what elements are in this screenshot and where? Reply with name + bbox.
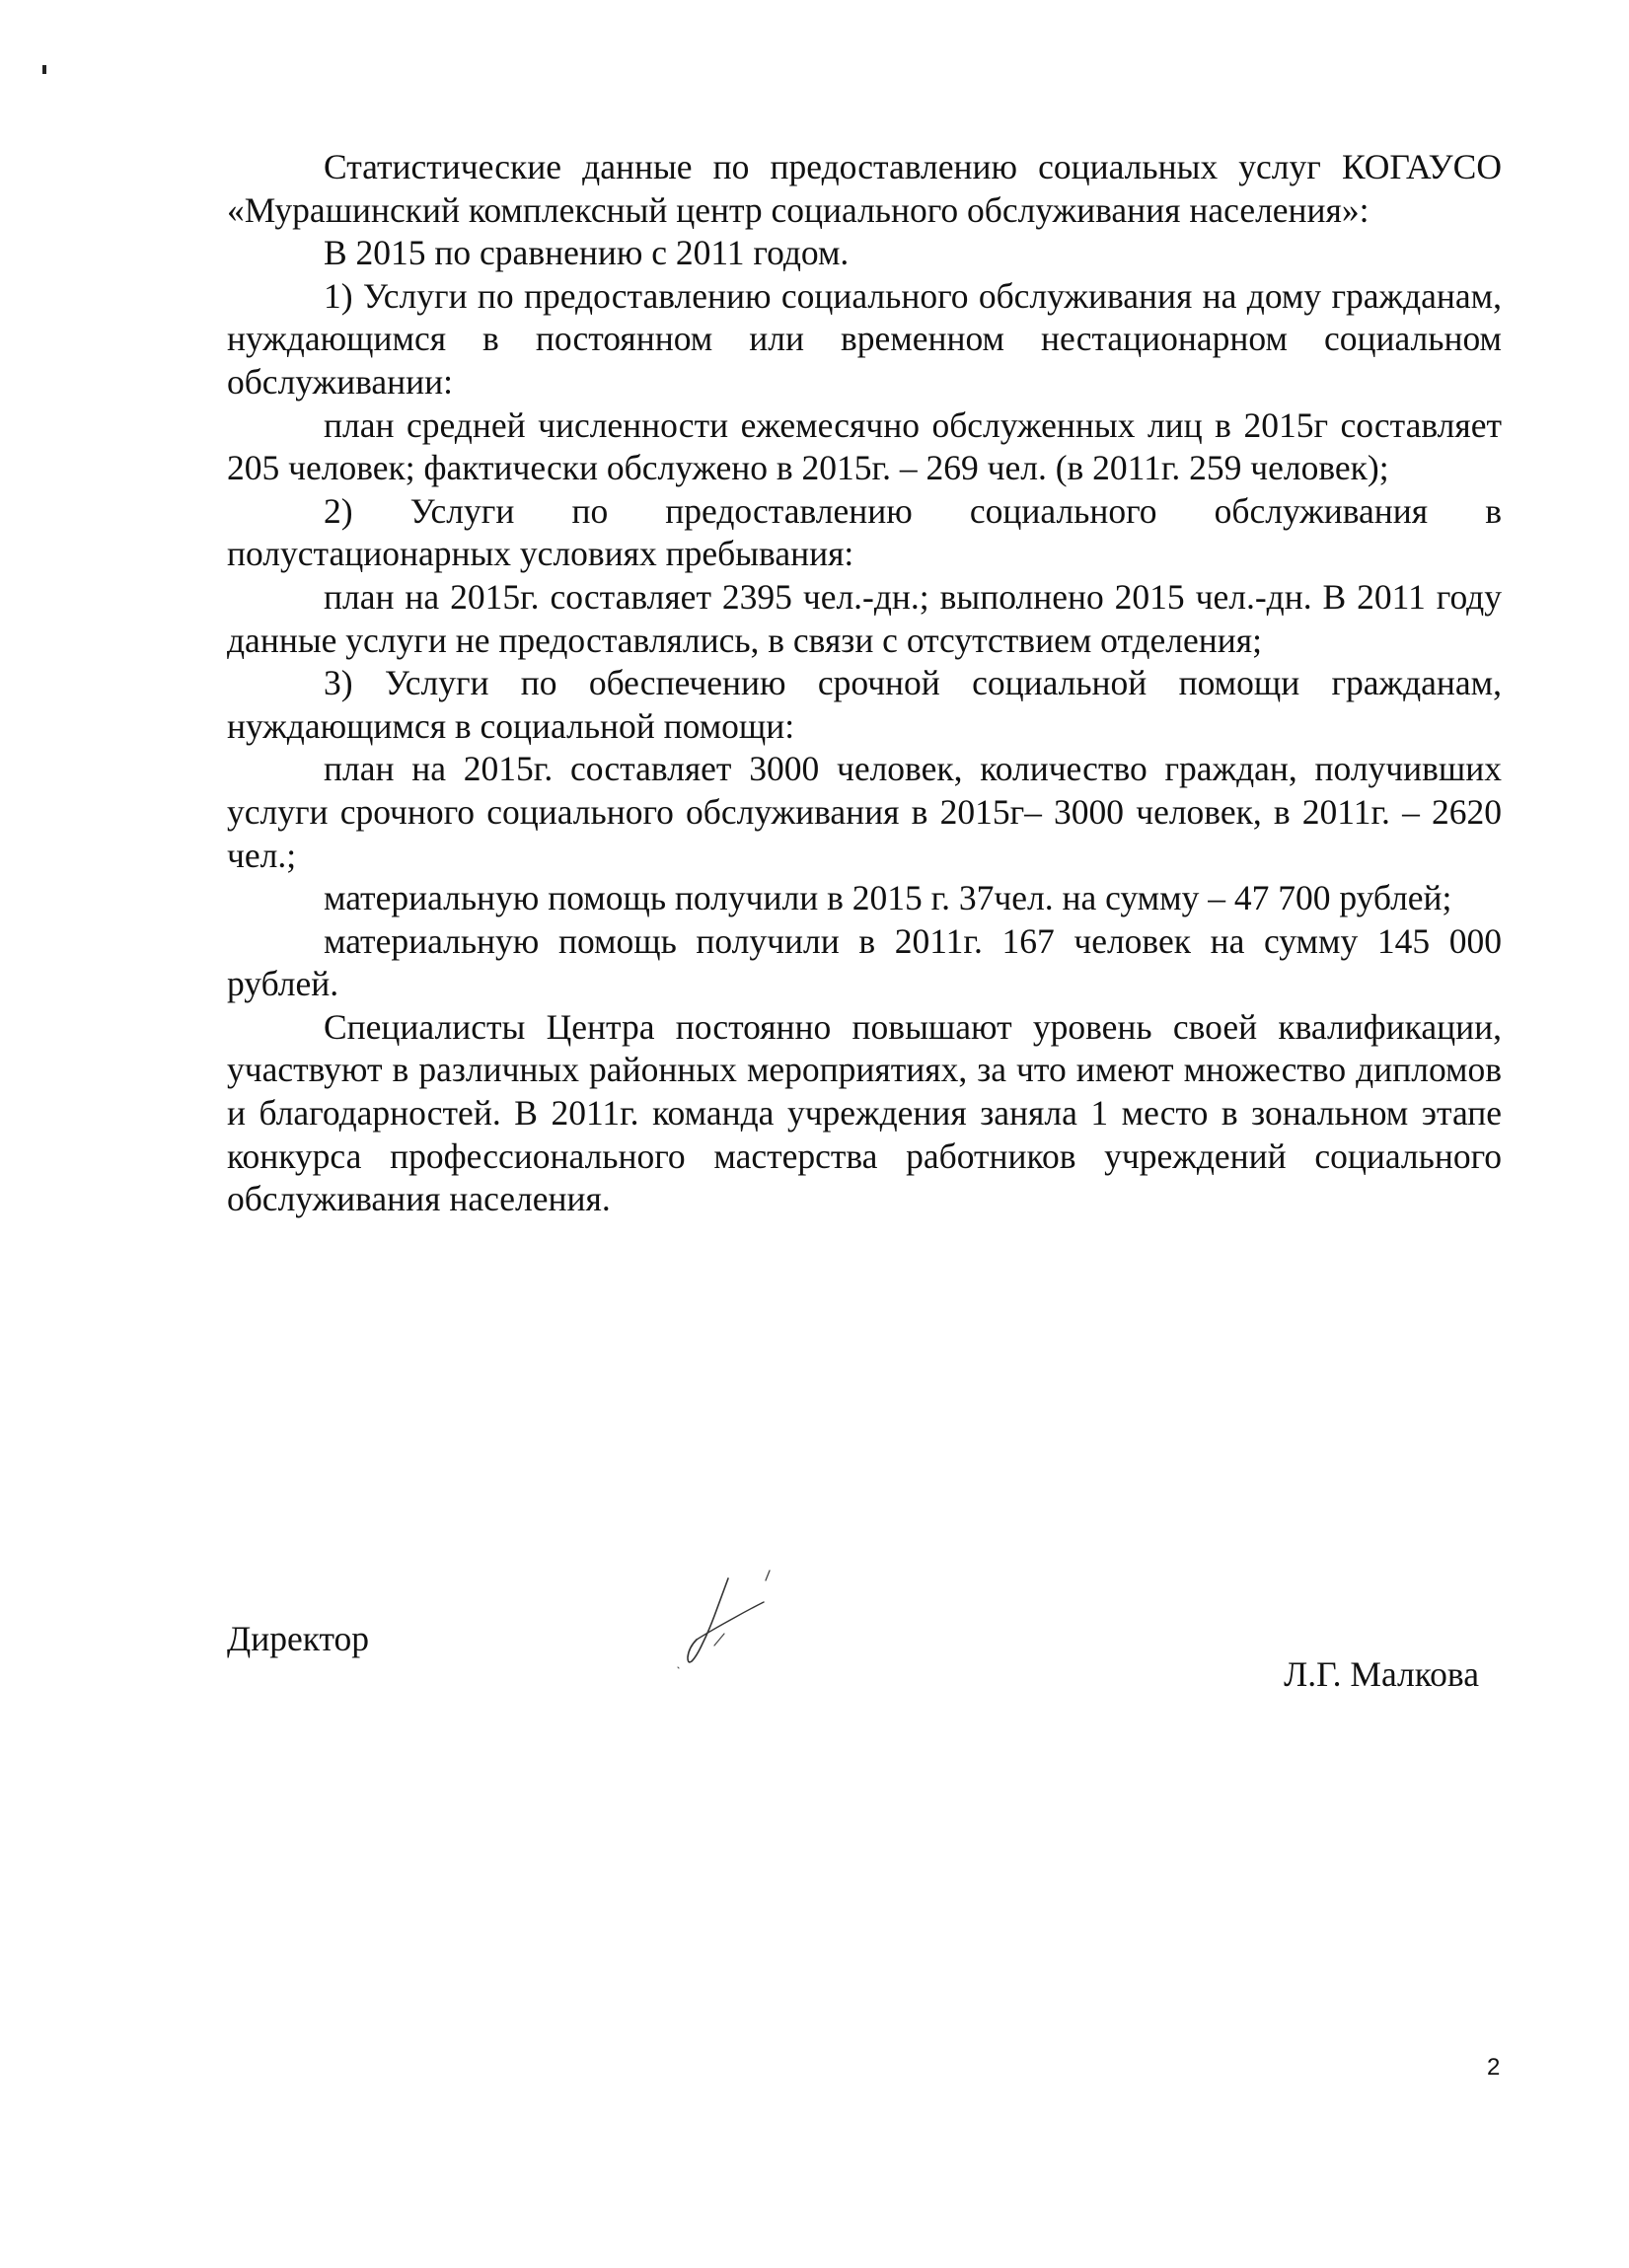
paragraph-service-2-details: план на 2015г. составляет 2395 чел.-дн.; выполнено 2015 чел.-дн. В 2011 году данные услуги не предоставлялись, в связи с отсутствием отделения;: [227, 576, 1502, 660]
paragraph-service-3-title: 3) Услуги по обеспечению срочной социальной помощи гражданам, нуждающимся в социальной помощи:: [227, 663, 1502, 746]
paragraph-material-aid-2011: материальную помощь получили в 2011г. 167 человек на сумму 145 000 рублей.: [227, 920, 1502, 1004]
signatory-name: Л.Г. Малкова: [1284, 1654, 1479, 1694]
paragraph-comparison-period: В 2015 по сравнению с 2011 годом.: [324, 233, 850, 273]
scan-mark: [42, 65, 46, 74]
signatory-title: Директор: [227, 1619, 370, 1658]
paragraph-material-aid-2015: материальную помощь получили в 2015 г. 37чел. на сумму – 47 700 рублей;: [324, 878, 1452, 918]
paragraph-service-3-details: план на 2015г. составляет 3000 человек, количество граждан, получивших услуги срочного социального обслуживания в 2015г– 3000 человек, в 2011г. – 2620 чел.;: [227, 749, 1502, 875]
document-body: [227, 146, 1502, 1221]
paragraph-service-1-details: план средней численности ежемесячно обслуженных лиц в 2015г составляет 205 человек; фактически обслужено в 2015г. – 269 чел. (в 2011г. 259 человек);: [227, 404, 1502, 488]
paragraph-specialists: Специалисты Центра постоянно повышают уровень своей квалификации, участвуют в различных районных мероприятиях, за что имеют множество дипломов и благодарностей. В 2011г. команда учреждения заняла 1 место в зональном этапе конкурса профессионального мастерства работников учреждений социального обслуживания населения.: [227, 1006, 1502, 1219]
page-number: 2: [1487, 2054, 1501, 2081]
handwritten-signature: [661, 1559, 779, 1697]
paragraph-intro: Статистические данные по предоставлению социальных услуг КОГАУСО «Мурашинский комплексный центр социального обслуживания населения»:: [227, 147, 1502, 230]
signature-block: [227, 1559, 1502, 1726]
paragraph-service-2-title: 2) Услуги по предоставлению социального обслуживания в полустационарных условиях пребывания:: [227, 490, 1502, 574]
paragraph-service-1-title: 1) Услуги по предоставлению социального обслуживания на дому гражданам, нуждающимся в постоянном или временном нестационарном социальном обслуживании:: [227, 275, 1502, 402]
